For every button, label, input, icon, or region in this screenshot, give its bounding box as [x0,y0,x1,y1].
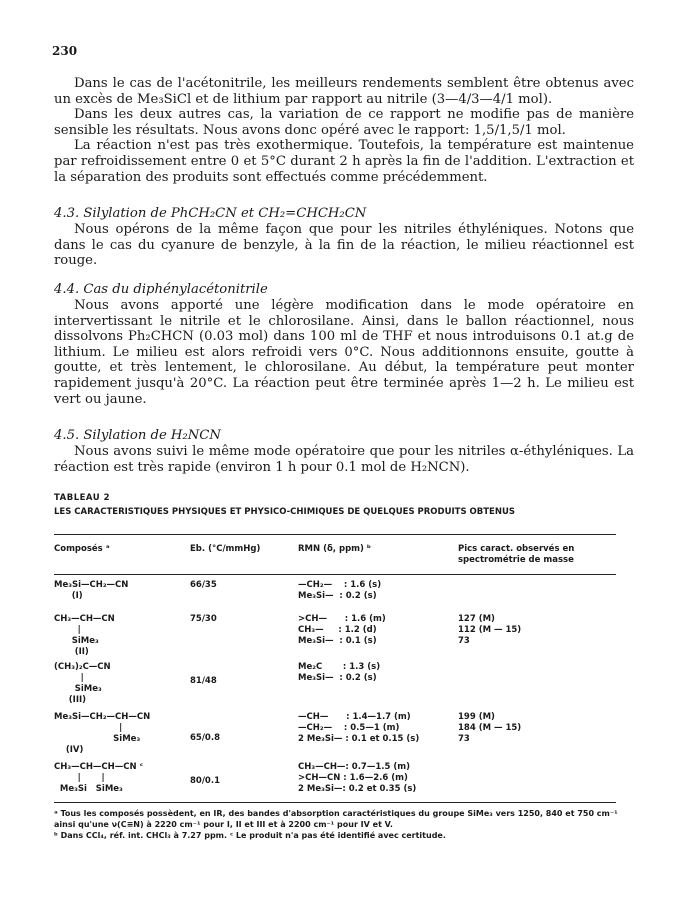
table-cell-eb: 75/30 [190,614,217,624]
table-cell-rmn: CH₃—CH—: 0.7—1.5 (m) >CH—CN : 1.6—2.6 (m) 2 Me₃Si—: 0.2 et 0.35 (s) [298,762,417,794]
table-cell-eb: 66/35 [190,580,217,590]
section-heading: 4.4. Cas du diphénylacétonitrile [54,282,268,297]
table-rule-bottom [54,802,616,803]
table-cell-compound: (CH₃)₂C—CN | SiMe₃ (III) [54,662,111,705]
table-cell-ms: 199 (M) 184 (M — 15) 73 [458,712,522,744]
paragraph: Dans le cas de l'acétonitrile, les meilleurs rendements semblent être obtenus avec un excès de Me₃SiCl et de lithium par rapport au nitrile (3—4/3—4/1 mol). [54,76,634,107]
table-footnotes [54,808,634,841]
section-heading: 4.5. Silylation de H₂NCN [54,428,221,443]
section-text [54,222,634,269]
table-cell-eb: 65/0.8 [190,733,220,743]
paragraph: La réaction n'est pas très exothermique. Toutefois, la température est maintenue par refroidissement entre 0 et 5°C durant 2 h après la fin de l'addition. L'extraction et la séparation des produits sont effectués comme précédemment. [54,138,634,185]
table-cell-rmn: >CH— : 1.6 (m) CH₃— : 1.2 (d) Me₃Si— : 0.1 (s) [298,614,386,646]
footnote: ᵇ Dans CCl₄, réf. int. CHCl₃ à 7.27 ppm. ᶜ Le produit n'a pas été identifié avec certitude. [54,831,446,840]
table-header-ms: Pics caract. observés en spectrométrie de masse [458,544,575,565]
table-label: TABLEAU 2 [54,493,111,503]
footnote: ᵃ Tous les composés possèdent, en IR, des bandes d'absorption caractéristiques du groupe SiMe₃ vers 1250, 840 et 750 cm⁻¹ ainsi qu'une ν(C≡N) à 2220 cm⁻¹ pour I, II et III et à 2200 cm⁻¹ pour IV et V. [54,809,618,829]
table-cell-ms: 127 (M) 112 (M — 15) 73 [458,614,522,646]
section-heading: 4.3. Silylation de PhCH₂CN et CH₂=CHCH₂CN [54,206,367,221]
table-cell-eb: 80/0.1 [190,776,220,786]
paragraph: Nous opérons de la même façon que pour les nitriles éthyléniques. Notons que dans le cas du cyanure de benzyle, à la fin de la réaction, le milieu réactionnel est rouge. [54,222,634,269]
table-header-rmn: RMN (δ, ppm) ᵇ [298,544,371,554]
paragraph: Dans les deux autres cas, la variation de ce rapport ne modifie pas de manière sensible les résultats. Nous avons donc opéré avec le rapport: 1,5/1,5/1 mol. [54,107,634,138]
section-text [54,444,634,475]
paragraph: Nous avons apporté une légère modification dans le mode opératoire en intervertissant le nitrile et le chlorosilane. Ainsi, dans le ballon réactionnel, nous dissolvons Ph₂CHCN (0.03 mol) dans 100 ml de THF et nous introduisons 0.1 at.g de lithium. Le milieu est alors refroidi vers 0°C. Nous additionnons ensuite, goutte à goutte, et très lentement, le chlorosilane. Au début, la température peut monter rapidement jusqu'à 20°C. La réaction peut être terminée après 1—2 h. Le milieu est vert ou jaune. [54,298,634,407]
table-cell-rmn: —CH₂— : 1.6 (s) Me₃Si— : 0.2 (s) [298,580,382,601]
table-cell-compound: Me₃Si—CH₂—CN (I) [54,580,129,601]
intro-paragraphs [54,76,634,185]
section-text [54,298,634,407]
table-cell-rmn: —CH— : 1.4—1.7 (m) —CH₂— : 0.5—1 (m) 2 Me₃Si— : 0.1 et 0.15 (s) [298,712,420,744]
page-number: 230 [52,44,78,58]
paragraph: Nous avons suivi le même mode opératoire que pour les nitriles α-éthyléniques. La réaction est très rapide (environ 1 h pour 0.1 mol de H₂NCN). [54,444,634,475]
table-cell-compound: CH₃—CH—CH—CN ᶜ | | Me₃Si SiMe₃ [54,762,144,794]
table-cell-rmn: Me₂C : 1.3 (s) Me₃Si— : 0.2 (s) [298,662,381,683]
table-caption: LES CARACTERISTIQUES PHYSIQUES ET PHYSICO-CHIMIQUES DE QUELQUES PRODUITS OBTENUS [54,507,515,517]
table-rule-header [54,574,616,575]
table-header-compounds: Composés ᵃ [54,544,110,554]
table-header-eb: Eb. (°C/mmHg) [190,544,261,554]
table-cell-eb: 81/48 [190,676,217,686]
table-rule-top [54,534,616,535]
table-cell-compound: CH₃—CH—CN | SiMe₃ (II) [54,614,115,657]
table-cell-compound: Me₃Si—CH₂—CH—CN | SiMe₃ (IV) [54,712,151,755]
